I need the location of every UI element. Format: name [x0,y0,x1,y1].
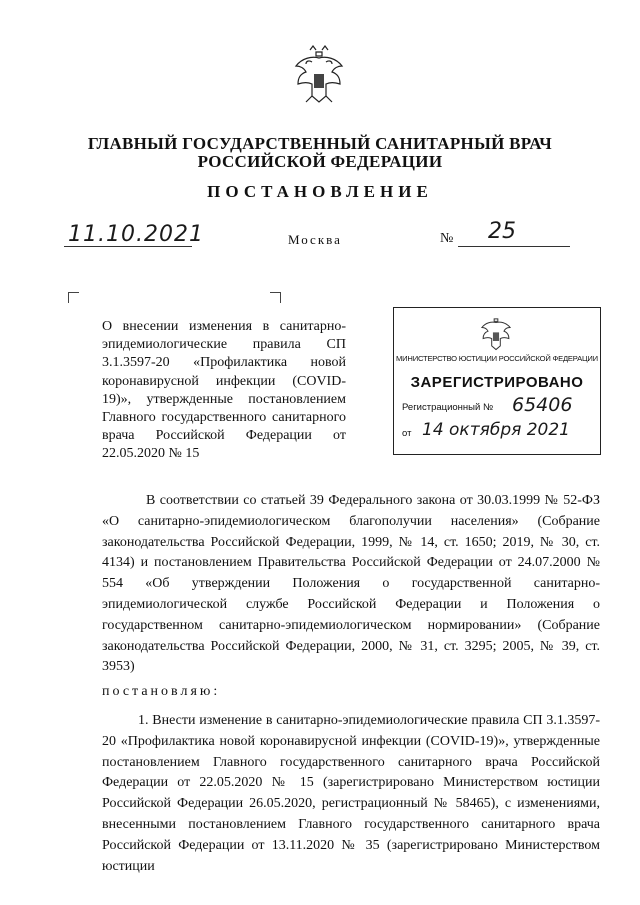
resolves-word: постановляю: [102,684,221,699]
document-subject: О внесении изменения в санитарно-эпидемиологические правила СП 3.1.3597-20 «Профилактика новой коронавирусной инфекции (COVID-19)», утвержденные постановлением Главного государственного санитарного врача Российской Федерации от 22.05.2020 № 15 [102,319,346,462]
clause-1-paragraph: 1. Внести изменение в санитарно-эпидемиологические правила СП 3.1.3597-20 «Профилактика новой коронавирусной инфекции (COVID-19)», утвержденные постановлением Главного государственного санитарного врача Российской Федерации от 22.05.2020 № 15 (зарегистрировано Министерством юстиции Российской Федерации 26.05.2020, регистрационный № 58465), с изменениями, внесенными постановлением Главного государственного санитарного врача Российской Федерации от 13.11.2020 № 35 (зарегистрировано Министерством юстиции [102,713,600,874]
stamp-reg-number: 65406 [512,394,573,416]
subject-bracket-left [68,292,79,303]
stamp-registered: ЗАРЕГИСТРИРОВАНО [410,374,584,391]
document-date: 11.10.2021 [68,222,204,247]
document-city: Москва [288,232,342,247]
stamp-coat-of-arms-icon [478,314,514,352]
number-label: № [440,231,454,246]
org-title-line2: РОССИЙСКОЙ ФЕДЕРАЦИИ [197,152,443,171]
stamp-date-label: от [402,428,412,439]
org-title-line1: ГЛАВНЫЙ ГОСУДАРСТВЕННЫЙ САНИТАРНЫЙ ВРАЧ [87,134,553,153]
stamp-date: 14 октября 2021 [422,420,571,440]
stamp-ministry: МИНИСТЕРСТВО ЮСТИЦИИ РОССИЙСКОЙ ФЕДЕРАЦИИ [396,354,598,363]
date-underline [64,246,192,247]
subject-bracket-right [270,292,281,303]
number-underline [458,246,570,247]
preamble-paragraph: В соответствии со статьей 39 Федерального закона от 30.03.1999 № 52-ФЗ «О санитарно-эпидемиологическом благополучии населения» (Собрание законодательства Российской Федерации, 1999, № 14, ст. 1650; 2019, № 30, ст. 4134) и постановлением Правительства Российской Федерации от 24.07.2000 № 554 «Об утверждении Положения о государственной санитарно-эпидемиологической службе Российской Федерации и Положения о государственном санитарно-эпидемиологическом нормировании» (Собрание законодательства Российской Федерации, 2000, № 31, ст. 3295; 2005, № 39, ст. 3953) [102,493,600,675]
coat-of-arms-icon [290,44,348,106]
stamp-reg-number-label: Регистрационный № [402,402,494,413]
registration-stamp [393,307,601,455]
document-type: ПОСТАНОВЛЕНИЕ [207,182,433,201]
document-number: 25 [488,219,516,244]
